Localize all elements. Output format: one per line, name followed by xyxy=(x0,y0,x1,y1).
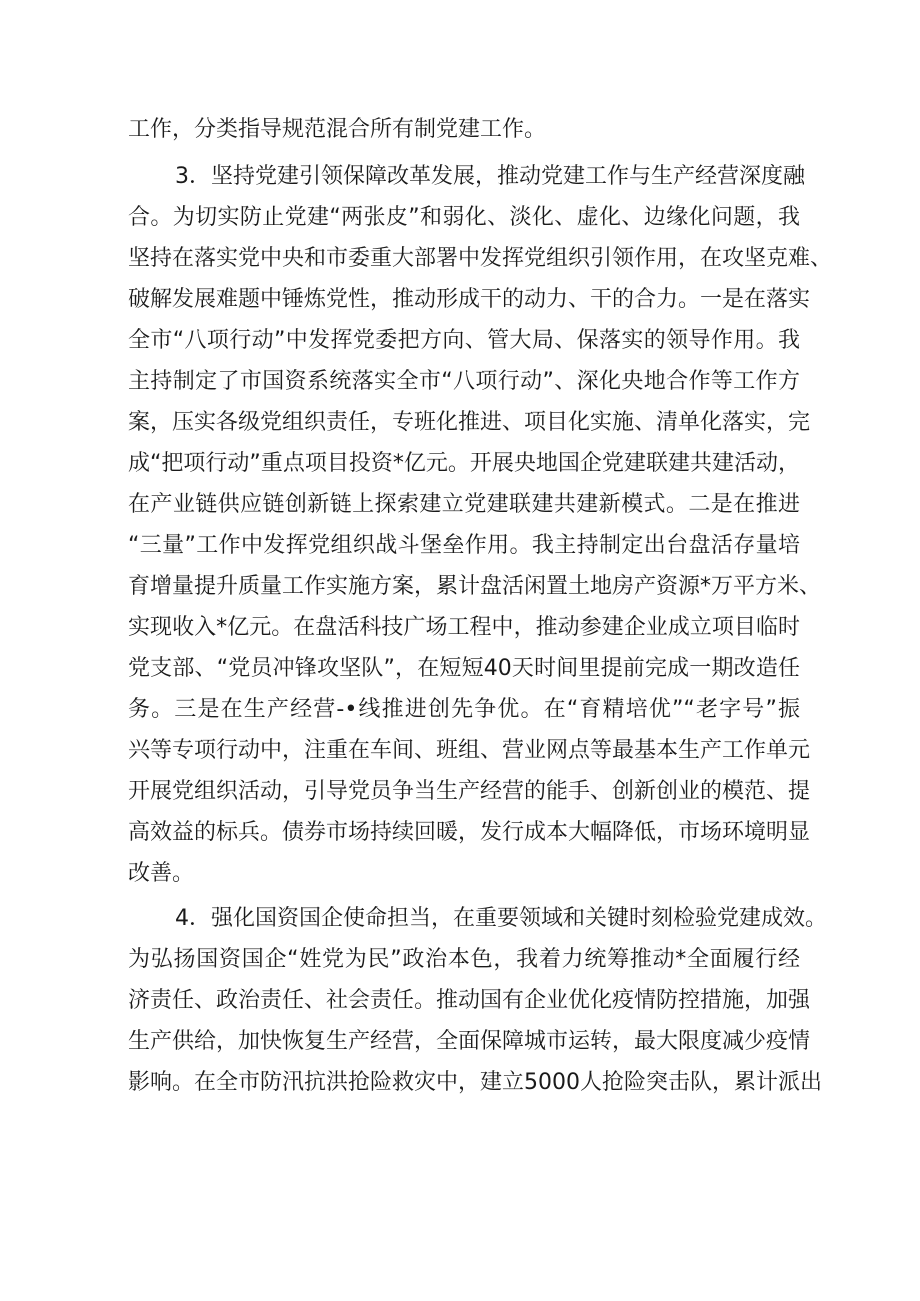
text-line: 案，压实各级党组织责任，专班化推进、项目化实施、清单化落实，完 xyxy=(128,410,811,435)
text-line: 改善。 xyxy=(128,861,195,886)
text-line: 党支部、“党员冲锋攻坚队”，在短短40天时间里提前完成一期改造任 xyxy=(128,656,800,681)
text-line: 高效益的标兵。债券市场持续回暖，发行成本大幅降低，市场环境明显 xyxy=(128,820,811,845)
text-line: 育增量提升质量工作实施方案，累计盘活闲置土地房产资源*万平方米、 xyxy=(128,574,822,599)
text-line: 4．强化国资国企使命担当，在重要领域和关键时刻检验党建成效。 xyxy=(175,906,827,931)
text-line: 兴等专项行动中，注重在车间、班组、营业网点等最基本生产工作单元 xyxy=(128,738,811,763)
text-line: 生产供给，加快恢复生产经营，全面保障城市运转，最大限度减少疫情 xyxy=(128,1029,811,1054)
text-line: 3．坚持党建引领保障改革发展，推动党建工作与生产经营深度融 xyxy=(175,164,805,189)
text-line: 济责任、政治责任、社会责任。推动国有企业优化疫情防控措施，加强 xyxy=(128,988,811,1013)
text-line: 开展党组织活动，引导党员争当生产经营的能手、创新创业的模范、提 xyxy=(128,779,811,804)
text-line: 破解发展难题中锤炼党性，推动形成干的动力、干的合力。一是在落实 xyxy=(128,287,811,312)
text-line: 实现收入*亿元。在盘活科技广场工程中，推动参建企业成立项目临时 xyxy=(128,615,800,640)
text-line: 影响。在全市防汛抗洪抢险救灾中，建立5000人抢险突击队，累计派出 xyxy=(128,1070,822,1095)
text-line: 在产业链供应链创新链上探索建立党建联建共建新模式。二是在推进 xyxy=(128,492,800,517)
text-line: 坚持在落实党中央和市委重大部署中发挥党组织引领作用，在攻坚克难、 xyxy=(128,246,833,271)
text-line: “三量”工作中发挥党组织战斗堡垒作用。我主持制定出台盘活存量培 xyxy=(128,533,800,558)
text-line: 务。三是在生产经营-•线推进创先争优。在“育精培优”“老字号”振 xyxy=(128,697,800,722)
text-line: 工作，分类指导规范混合所有制党建工作。 xyxy=(128,117,547,142)
text-line: 成“把项行动”重点项目投资*亿元。开展央地国企党建联建共建活动， xyxy=(128,451,800,476)
text-line: 主持制定了市国资系统落实全市“八项行动”、深化央地合作等工作方 xyxy=(128,369,800,394)
text-line: 合。为切实防止党建“两张皮”和弱化、淡化、虚化、边缘化问题，我 xyxy=(128,205,800,230)
text-line: 全市“八项行动”中发挥党委把方向、管大局、保落实的领导作用。我 xyxy=(128,328,800,353)
text-line: 为弘扬国资国企“姓党为民”政治本色，我着力统筹推动*全面履行经 xyxy=(128,947,800,972)
